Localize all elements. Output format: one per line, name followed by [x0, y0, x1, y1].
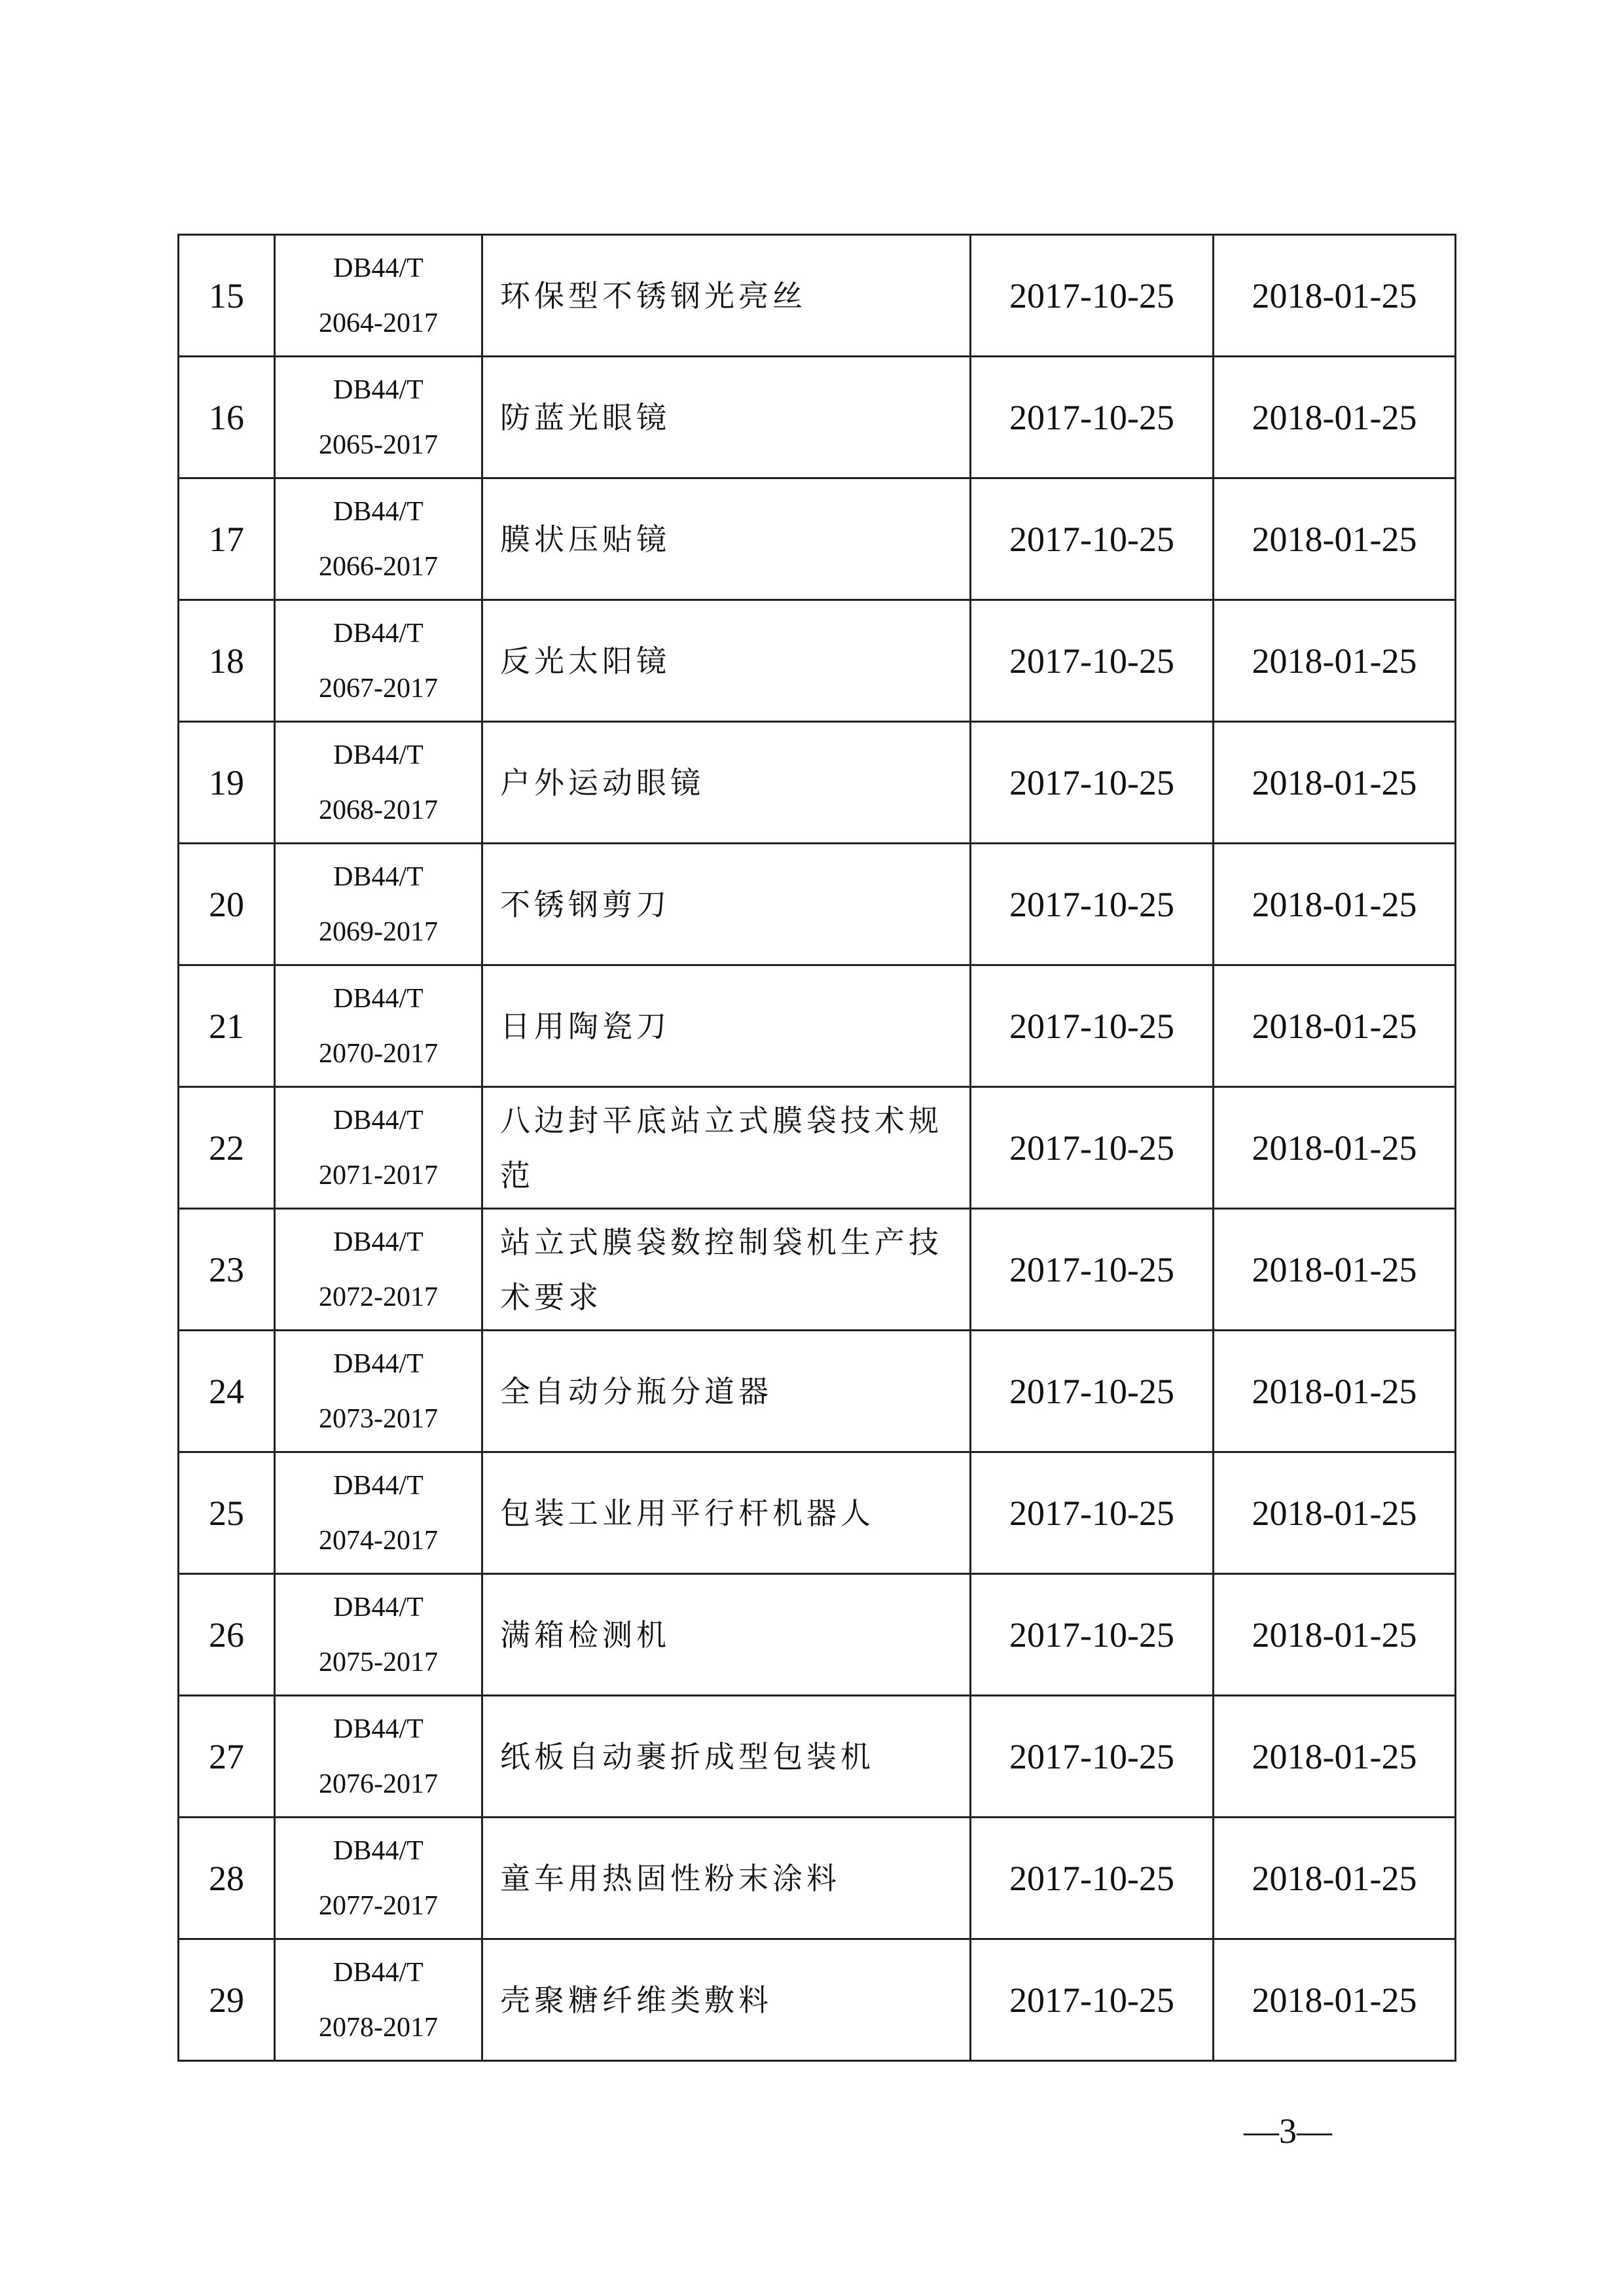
standard-code-prefix: DB44/T: [333, 740, 424, 770]
table-row: [179, 600, 1456, 722]
row-sequence-number: 22: [179, 1087, 275, 1209]
table-row: [179, 1939, 1456, 2061]
standard-code-number: 2065-2017: [319, 429, 438, 460]
standard-code: [275, 478, 482, 600]
standard-code-number: 2070-2017: [319, 1038, 438, 1069]
standard-name: 防蓝光眼镜: [482, 357, 971, 478]
standard-code-number: 2076-2017: [319, 1768, 438, 1799]
standard-name: 膜状压贴镜: [482, 478, 971, 600]
standard-code-number: 2069-2017: [319, 916, 438, 947]
standard-name: 日用陶瓷刀: [482, 965, 971, 1087]
row-sequence-number: 25: [179, 1452, 275, 1574]
effective-date: 2018-01-25: [1214, 1209, 1456, 1331]
table-row: [179, 844, 1456, 965]
standard-code: [275, 965, 482, 1087]
row-sequence-number: 18: [179, 600, 275, 722]
effective-date: 2018-01-25: [1214, 844, 1456, 965]
issue-date: 2017-10-25: [971, 235, 1214, 357]
table-row: [179, 1209, 1456, 1331]
issue-date: 2017-10-25: [971, 478, 1214, 600]
standard-code-number: 2072-2017: [319, 1282, 438, 1312]
row-sequence-number: 27: [179, 1696, 275, 1818]
issue-date: 2017-10-25: [971, 722, 1214, 844]
standards-table: [177, 234, 1456, 2062]
standard-name: 八边封平底站立式膜袋技术规范: [482, 1087, 971, 1209]
standard-code-number: 2064-2017: [319, 308, 438, 338]
issue-date: 2017-10-25: [971, 357, 1214, 478]
standard-code-prefix: DB44/T: [333, 1957, 424, 1988]
issue-date: 2017-10-25: [971, 600, 1214, 722]
effective-date: 2018-01-25: [1214, 1696, 1456, 1818]
row-sequence-number: 24: [179, 1331, 275, 1452]
effective-date: 2018-01-25: [1214, 478, 1456, 600]
standard-code: [275, 235, 482, 357]
standard-name: 环保型不锈钢光亮丝: [482, 235, 971, 357]
standard-name: 站立式膜袋数控制袋机生产技术要求: [482, 1209, 971, 1331]
table-row: [179, 965, 1456, 1087]
effective-date: 2018-01-25: [1214, 1574, 1456, 1696]
standard-code-number: 2068-2017: [319, 795, 438, 825]
issue-date: 2017-10-25: [971, 1818, 1214, 1939]
issue-date: 2017-10-25: [971, 1939, 1214, 2061]
standard-code-number: 2066-2017: [319, 551, 438, 582]
standard-code-prefix: DB44/T: [333, 1348, 424, 1379]
standard-code: [275, 1087, 482, 1209]
issue-date: 2017-10-25: [971, 1331, 1214, 1452]
standard-code-prefix: DB44/T: [333, 1227, 424, 1257]
standard-code-number: 2073-2017: [319, 1403, 438, 1434]
row-sequence-number: 20: [179, 844, 275, 965]
standard-code: [275, 1574, 482, 1696]
standard-code: [275, 844, 482, 965]
effective-date: 2018-01-25: [1214, 1818, 1456, 1939]
standard-code-prefix: DB44/T: [333, 1105, 424, 1136]
standard-code-prefix: DB44/T: [333, 374, 424, 405]
table-row: [179, 1452, 1456, 1574]
effective-date: 2018-01-25: [1214, 357, 1456, 478]
standard-name: 全自动分瓶分道器: [482, 1331, 971, 1452]
standard-name: 壳聚糖纤维类敷料: [482, 1939, 971, 2061]
table-row: [179, 1331, 1456, 1452]
row-sequence-number: 26: [179, 1574, 275, 1696]
standard-name: 包装工业用平行杆机器人: [482, 1452, 971, 1574]
standard-name: 满箱检测机: [482, 1574, 971, 1696]
standard-code: [275, 1696, 482, 1818]
standard-code-number: 2078-2017: [319, 2012, 438, 2043]
standard-code-prefix: DB44/T: [333, 1835, 424, 1866]
row-sequence-number: 23: [179, 1209, 275, 1331]
issue-date: 2017-10-25: [971, 1087, 1214, 1209]
effective-date: 2018-01-25: [1214, 1939, 1456, 2061]
issue-date: 2017-10-25: [971, 1574, 1214, 1696]
table-row: [179, 1574, 1456, 1696]
standard-code: [275, 1818, 482, 1939]
table-row: [179, 1696, 1456, 1818]
table-row: [179, 478, 1456, 600]
standard-name: 童车用热固性粉末涂料: [482, 1818, 971, 1939]
standard-code-prefix: DB44/T: [333, 496, 424, 527]
standard-code-prefix: DB44/T: [333, 253, 424, 283]
row-sequence-number: 16: [179, 357, 275, 478]
standard-code: [275, 357, 482, 478]
table-row: [179, 235, 1456, 357]
standard-name: 纸板自动裹折成型包装机: [482, 1696, 971, 1818]
table-row: [179, 1087, 1456, 1209]
standard-code: [275, 1452, 482, 1574]
standard-code-number: 2067-2017: [319, 673, 438, 704]
standard-code-number: 2077-2017: [319, 1890, 438, 1921]
standard-code: [275, 1939, 482, 2061]
standard-code-prefix: DB44/T: [333, 1592, 424, 1623]
row-sequence-number: 15: [179, 235, 275, 357]
effective-date: 2018-01-25: [1214, 1452, 1456, 1574]
standard-code: [275, 600, 482, 722]
standards-table-body: [179, 235, 1456, 2061]
standard-code-prefix: DB44/T: [333, 983, 424, 1014]
row-sequence-number: 29: [179, 1939, 275, 2061]
standard-code-prefix: DB44/T: [333, 861, 424, 892]
effective-date: 2018-01-25: [1214, 1087, 1456, 1209]
effective-date: 2018-01-25: [1214, 600, 1456, 722]
standard-name: 户外运动眼镜: [482, 722, 971, 844]
standard-code-prefix: DB44/T: [333, 1470, 424, 1501]
issue-date: 2017-10-25: [971, 1209, 1214, 1331]
standard-code: [275, 1209, 482, 1331]
effective-date: 2018-01-25: [1214, 1331, 1456, 1452]
table-row: [179, 1818, 1456, 1939]
row-sequence-number: 17: [179, 478, 275, 600]
standard-code-number: 2071-2017: [319, 1160, 438, 1191]
standard-code-number: 2075-2017: [319, 1647, 438, 1677]
effective-date: 2018-01-25: [1214, 722, 1456, 844]
row-sequence-number: 19: [179, 722, 275, 844]
effective-date: 2018-01-25: [1214, 965, 1456, 1087]
row-sequence-number: 28: [179, 1818, 275, 1939]
standard-name: 反光太阳镜: [482, 600, 971, 722]
issue-date: 2017-10-25: [971, 844, 1214, 965]
page-number: —3—: [1244, 2111, 1332, 2151]
effective-date: 2018-01-25: [1214, 235, 1456, 357]
row-sequence-number: 21: [179, 965, 275, 1087]
table-row: [179, 722, 1456, 844]
standard-code-prefix: DB44/T: [333, 618, 424, 649]
issue-date: 2017-10-25: [971, 1696, 1214, 1818]
issue-date: 2017-10-25: [971, 965, 1214, 1087]
issue-date: 2017-10-25: [971, 1452, 1214, 1574]
table-row: [179, 357, 1456, 478]
standard-code: [275, 722, 482, 844]
standard-code-prefix: DB44/T: [333, 1713, 424, 1744]
standard-name: 不锈钢剪刀: [482, 844, 971, 965]
standard-code: [275, 1331, 482, 1452]
standard-code-number: 2074-2017: [319, 1525, 438, 1556]
